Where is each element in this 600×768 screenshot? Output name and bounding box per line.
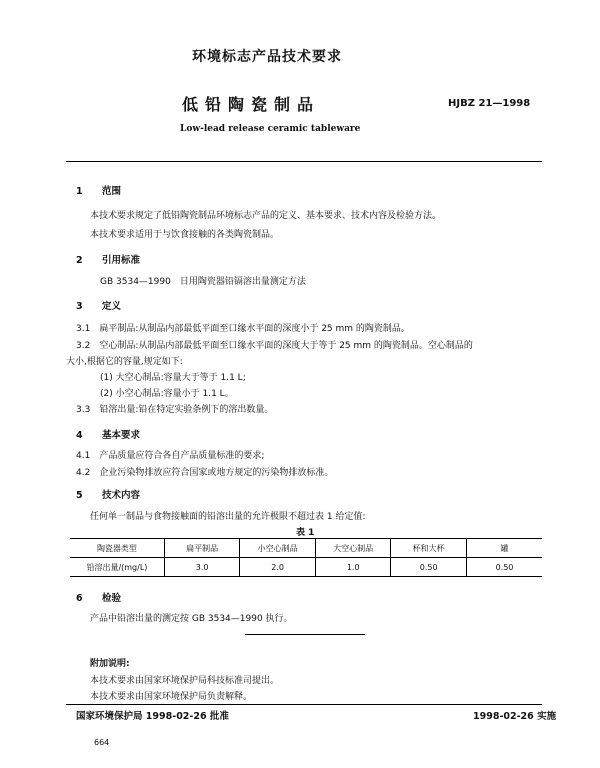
table-cell: 1.0: [315, 558, 391, 577]
table-header-cell: 杯和大杯: [391, 539, 467, 558]
table-cell: 0.50: [391, 558, 467, 577]
table-header-cell: 陶瓷器类型: [70, 539, 164, 558]
standard-code: HJBZ 21—1998: [448, 98, 531, 109]
section-title: 引用标准: [102, 255, 141, 266]
definition-3-2-item-2: (2) 小空心制品:容量小于 1.1 L。: [100, 389, 234, 399]
appendix-title: 附加说明:: [90, 659, 130, 669]
section-3-heading: [76, 298, 121, 312]
section-number: 4: [76, 430, 83, 441]
section-title: 定义: [102, 301, 122, 312]
header-rule: [66, 161, 542, 162]
section-1-para-2: 本技术要求适用于与饮食接触的各类陶瓷制品。: [90, 230, 280, 240]
section-6-para: 产品中铅溶出量的测定按 GB 3534—1990 执行。: [90, 614, 293, 624]
doc-title: 低铅陶瓷制品: [182, 95, 321, 114]
definition-3-2: 3.2 空心制品:从制品内部最低平面至口缘水平面的深度大于等于 25 mm 的陶瓷制品。空心制品的: [76, 341, 473, 351]
requirement-4-2: 4.2 企业污染物排放应符合国家或地方规定的污染物排放标准。: [76, 468, 334, 478]
section-number: 2: [76, 255, 83, 266]
lead-limit-table: [70, 538, 542, 577]
appendix-line-2: 本技术要求由国家环境保护局负责解释。: [90, 692, 253, 702]
table-cell: 2.0: [240, 558, 316, 577]
table-row-label: 铅溶出量/(mg/L): [70, 558, 164, 577]
section-title: 范围: [102, 186, 122, 197]
english-title: Low-lead release ceramic tableware: [180, 124, 361, 134]
effective-date: 1998-02-26 实施: [473, 711, 557, 722]
section-5-heading: [76, 487, 140, 501]
definition-3-3: 3.3 铅溶出量:铅在特定实验条例下的溶出数量。: [76, 405, 274, 415]
table-caption: 表 1: [296, 528, 315, 538]
section-title: 技术内容: [102, 490, 141, 501]
table-cell: 3.0: [164, 558, 240, 577]
section-number: 3: [76, 301, 83, 312]
section-6-heading: [76, 590, 121, 604]
section-4-heading: [76, 427, 140, 441]
table-header-cell: 大空心制品: [315, 539, 391, 558]
requirement-4-1: 4.1 产品质量应符合各自产品质量标准的要求;: [76, 451, 265, 461]
definition-3-2-item-1: (1) 大空心制品:容量大于等于 1.1 L;: [100, 373, 246, 383]
section-2-heading: [76, 252, 140, 266]
table-header-row: [70, 539, 542, 558]
section-number: 5: [76, 490, 83, 501]
table-header-cell: 小空心制品: [240, 539, 316, 558]
doc-supertitle: 环境标志产品技术要求: [192, 49, 342, 65]
table-row: [70, 558, 542, 577]
section-1-heading: [76, 183, 121, 197]
definition-3-1: 3.1 扁平制品:从制品内部最低平面至口缘水平面的深度小于 25 mm 的陶瓷制品。: [76, 324, 410, 334]
section-number: 6: [76, 593, 83, 604]
definition-3-2-cont: 大小,根据它的容量,规定如下:: [66, 357, 183, 367]
section-5-para: 任何单一制品与食物接触面的铅溶出量的允许极限不超过表 1 给定值:: [90, 512, 366, 522]
appendix-line-1: 本技术要求由国家环境保护局科技标准司提出。: [90, 676, 280, 686]
end-rule: [245, 634, 365, 635]
table-header-cell: 扁平制品: [164, 539, 240, 558]
section-title: 检验: [102, 593, 122, 604]
table-cell: 0.50: [466, 558, 542, 577]
reference-standard: GB 3534—1990 日用陶瓷器铅镉溶出量测定方法: [100, 277, 306, 287]
approval-date: 国家环境保护局 1998-02-26 批准: [76, 711, 229, 722]
page-number: 664: [94, 738, 110, 747]
section-1-para-1: 本技术要求规定了低铅陶瓷制品环境标志产品的定义、基本要求、技术内容及检验方法。: [90, 211, 442, 221]
section-title: 基本要求: [102, 430, 141, 441]
section-number: 1: [76, 186, 83, 197]
table-header-cell: 罐: [466, 539, 542, 558]
footer-rule: [66, 704, 542, 705]
